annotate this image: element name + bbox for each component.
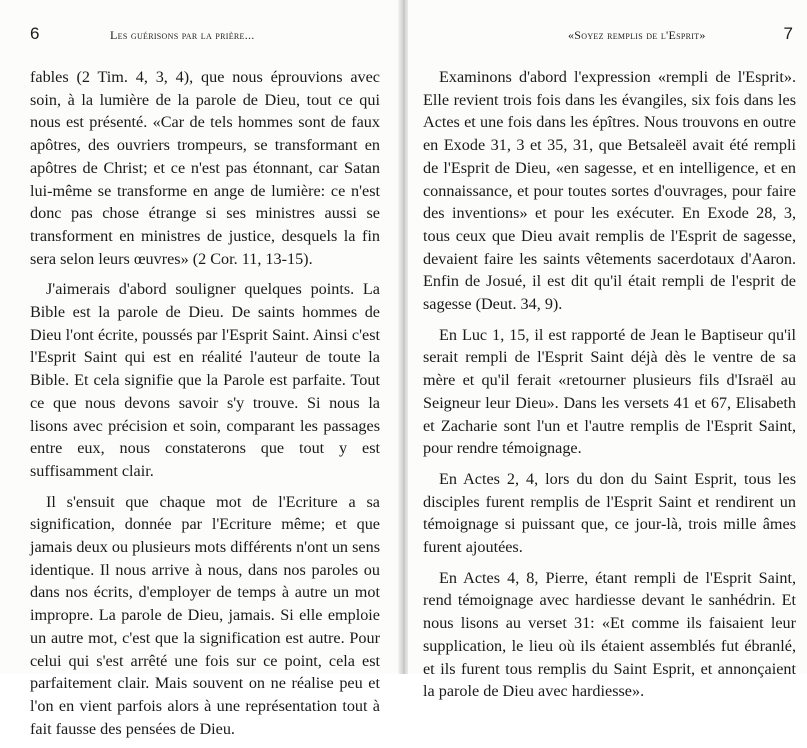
paragraph: En Actes 2, 4, lors du don du Saint Esprit, tous les disciples furent remplis de l'Esprit Saint et rendirent un témoignage si puissant que, ce jour-là, trois mille âmes furent ajoutées.: [423, 469, 796, 557]
right-running-head: «Soyez remplis de l'Esprit»: [568, 28, 706, 42]
right-page-number: 7: [783, 24, 793, 43]
left-page-body: [30, 66, 380, 748]
paragraph: J'aimerais d'abord souligner quelques points. La Bible est la parole de Dieu. De saints hommes de Dieu l'ont écrite, poussés par l'Esprit Saint. Ainsi c'est l'Esprit Saint qui est en réalité l'auteur de toute la Bible. Et cela signifie que la Parole est parfaite. Tout ce que nous devons savoir s'y trouve. Si nous la lisons avec précision et soin, comparant les passages entre eux, nous constaterons que tout y est suffisamment clair.: [30, 280, 380, 480]
right-page-body: [423, 66, 796, 711]
paragraph: En Luc 1, 15, il est rapporté de Jean le Baptiseur qu'il serait rempli de l'Esprit Saint déjà dès le ventre de sa mère et qu'il ferait «retourner plusieurs fils d'Israël au Seigneur leur Dieu». Dans les versets 41 et 67, Elisabeth et Zacharie sont l'un et l'autre remplis de l'Esprit Saint, pour rendre témoignage.: [423, 325, 796, 458]
paragraph: Il s'ensuit que chaque mot de l'Ecriture a sa signification, donnée par l'Ecriture même; et que jamais deux ou plusieurs mots différents n'ont un sens identique. Il nous arrive à nous, dans nos paroles ou dans nos écrits, d'employer de temps à autre un mot impropre. La parole de Dieu, jamais. Si elle emploie un autre mot, c'est que la signification est autre. Pour celui qui s'est arrêté une fois sur ce point, cela est parfaitement clair. Mais souvent on ne réalise peu et l'on en vient parfois alors à une représentation tout à fait fausse des pensées de Dieu.: [30, 492, 380, 738]
left-page: [0, 0, 400, 738]
right-page-header: [568, 24, 793, 50]
paragraph: fables (2 Tim. 4, 3, 4), que nous éprouvions avec soin, à la lumière de la parole de Dieu, tout ce qui nous est présenté. «Car de tels hommes sont de faux apôtres, des ouvriers trompeurs, se transformant en apôtres de Christ; et ce n'est pas étonnant, car Satan lui-même se transforme en ange de lumière: ce n'est donc pas chose étrange si ses ministres aussi se transforment en ministres de justice, desquels la fin sera selon leurs œuvres» (2 Cor. 11, 13-15).: [30, 68, 380, 268]
paragraph: Examinons d'abord l'expression «rempli de l'Esprit». Elle revient trois fois dans les évangiles, six fois dans les Actes et une fois dans les épîtres. Nous trouvons en outre en Exode 31, 3 et 35, 31, que Betsaleël avait été rempli de l'Esprit de Dieu, «en sagesse, et en intelligence, et en connaissance, et pour toutes sortes d'ouvrages, pour faire des inventions» et pour les exécuter. En Exode 28, 3, tous ceux que Dieu avait remplis de l'Esprit de sagesse, devaient faire les saints vêtements sacerdotaux d'Aaron. Enfin de Josué, il est dit qu'il était rempli de l'esprit de sagesse (Deut. 34, 9).: [423, 68, 796, 314]
left-running-head: Les guérisons par la prière...: [110, 28, 255, 42]
left-page-header: [30, 24, 380, 50]
right-page: [408, 0, 807, 701]
paragraph: En Actes 4, 8, Pierre, étant rempli de l'Esprit Saint, rend témoignage avec hardiesse devant le sanhédrin. Et nous lisons au verset 31: «Et comme ils faisaient leur supplication, le lieu où ils étaient assemblés fut ébranlé, et ils furent tous remplis du Saint Esprit, et annonçaient la parole de Dieu avec hardiesse».: [423, 568, 796, 701]
left-page-number: 6: [30, 24, 40, 43]
